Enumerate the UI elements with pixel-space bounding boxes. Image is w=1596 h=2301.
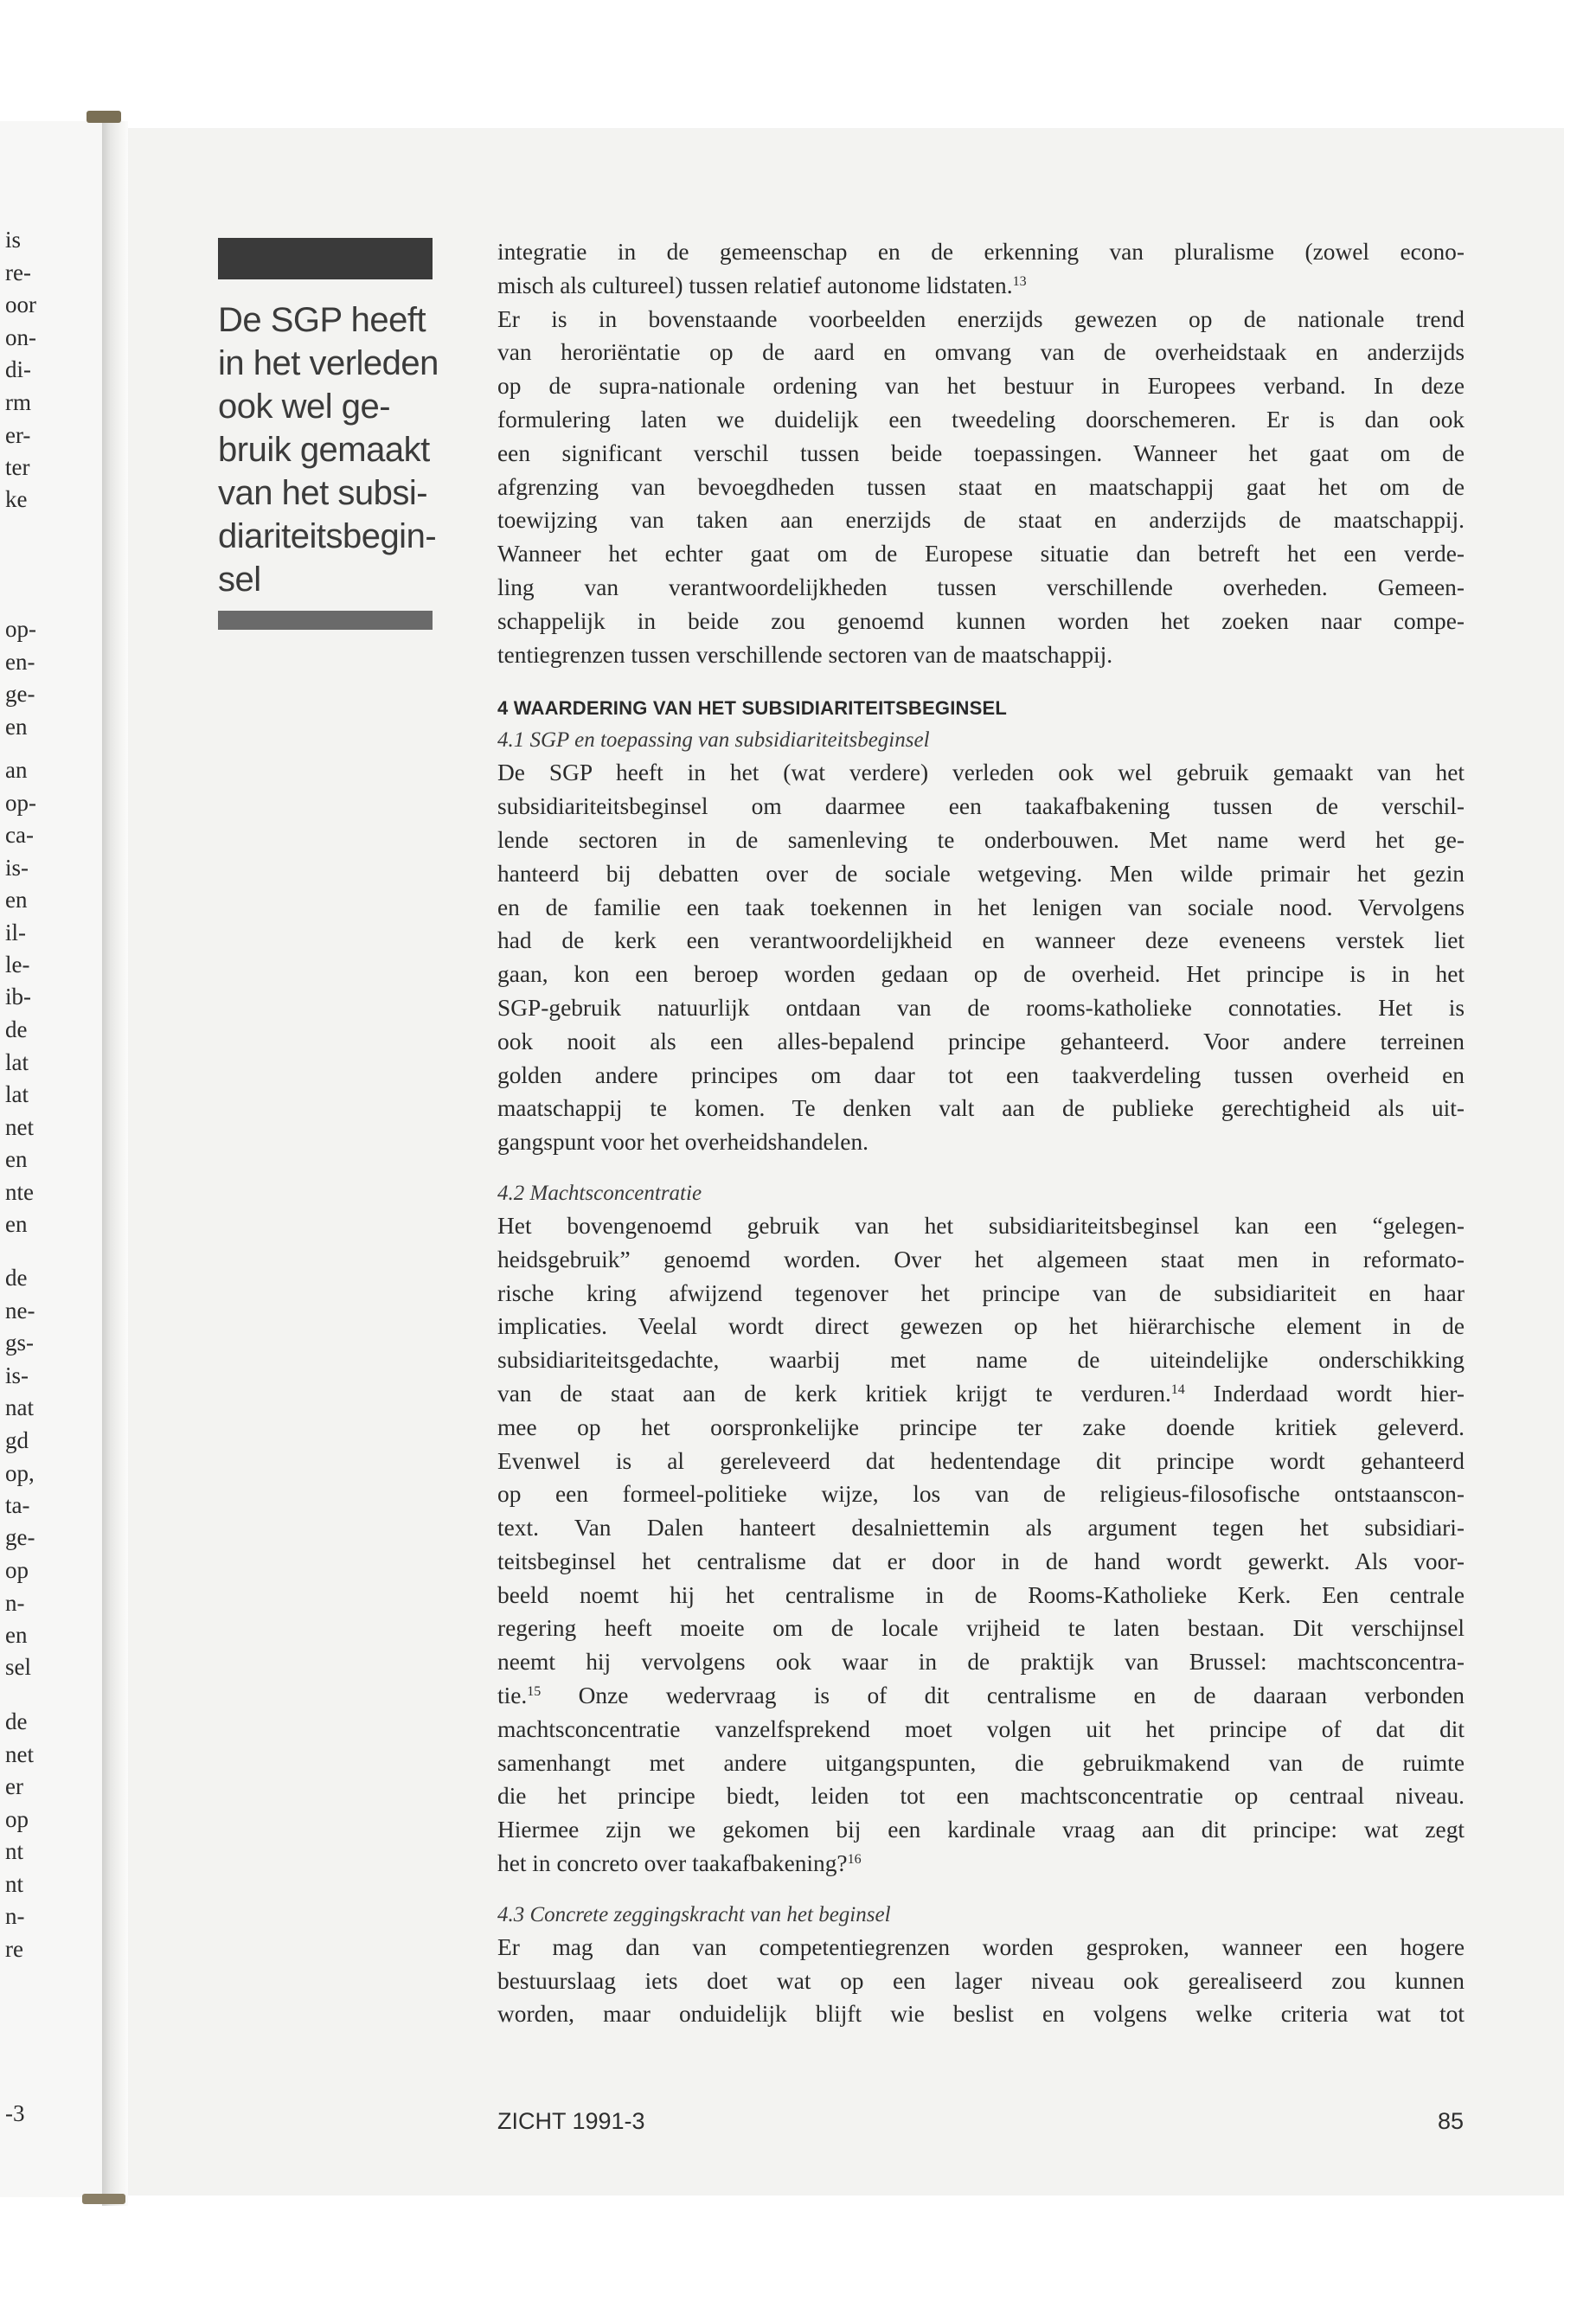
- previous-page-fragment: en-: [5, 649, 35, 675]
- previous-page-fragment: ne-: [5, 1298, 35, 1324]
- text-line: formulering laten we duidelijk een tweedeling doorschemeren. Er is dan ook: [497, 406, 1465, 433]
- text-line: misch als cultureel) tussen relatief autonome lidstaten.$^{13}$: [497, 272, 1027, 298]
- previous-page-fragment: di-: [5, 356, 31, 382]
- previous-page-fragment: on-: [5, 324, 36, 350]
- previous-page-fragment: en: [5, 887, 28, 913]
- previous-page-fragment: ge-: [5, 1524, 35, 1550]
- subsection-heading-4-3: 4.3 Concrete zeggingskracht van het beginsel: [497, 1902, 891, 1926]
- previous-page-fragment: de: [5, 1265, 28, 1291]
- previous-page-fragment: is-: [5, 855, 29, 881]
- article-column: [497, 235, 1465, 2031]
- pull-quote-bottom-bar: [218, 611, 433, 630]
- previous-page-fragment: nat: [5, 1394, 34, 1420]
- previous-page-fragment: -3: [5, 2100, 25, 2126]
- previous-page-fragment: ta-: [5, 1492, 30, 1518]
- text-line: beeld noemt hij het centralisme in de Rooms-Katholieke Kerk. Een centrale: [497, 1581, 1465, 1608]
- text-line: ling van verantwoordelijkheden tussen verschillende overheden. Gemeen-: [497, 574, 1465, 600]
- footnote-ref: 16: [847, 1852, 862, 1868]
- previous-page-fragment: ge-: [5, 681, 35, 707]
- previous-page-fragment: op: [5, 1806, 29, 1832]
- text-line: tentiegrenzen tussen verschillende sectoren van de maatschappij.: [497, 641, 1113, 668]
- text-line: Wanneer het echter gaat om de Europese situatie dan betreft het een verde-: [497, 541, 1465, 567]
- text-line: toewijzing van taken aan enerzijds de staat en anderzijds de maatschappij.: [497, 507, 1465, 534]
- previous-page-fragment: sel: [5, 1654, 31, 1680]
- book-spine: [102, 121, 128, 2206]
- text-line: subsidiariteitsgedachte, waarbij met name de uiteindelijke onderschikking: [497, 1347, 1465, 1374]
- text-line: van heroriëntatie op de aard en omvang van de overheidstaak en anderzijds: [497, 339, 1465, 366]
- previous-page-fragment: en: [5, 1622, 28, 1648]
- paragraph-zeggingskracht: [497, 1931, 1465, 2031]
- pull-quote: [218, 298, 443, 601]
- previous-page-fragment: de: [5, 1016, 28, 1042]
- text-line: Evenwel is al gereleveerd dat hedentendage dit principe wordt gehanteerd: [497, 1447, 1465, 1474]
- previous-page-fragment: op,: [5, 1460, 35, 1486]
- text-line: gangspunt voor het overheidshandelen.: [497, 1129, 869, 1156]
- text-line: een significant verschil tussen beide toepassingen. Wanneer het gaat om de: [497, 439, 1465, 466]
- text-line: op een formeel-politieke wijze, los van de religieus-filosofische ontstaanscon-: [497, 1481, 1465, 1508]
- previous-page-fragment: re: [5, 1936, 23, 1962]
- previous-page-fragment: ib-: [5, 984, 31, 1009]
- text-line: tie.$^{15}$ Onze wedervraag is of dit centralisme en de daaraan verbonden: [497, 1682, 1465, 1709]
- text-line: bestuurslaag iets doet wat op een lager niveau ook gerealiseerd zou kunnen: [497, 1967, 1465, 1994]
- previous-page-fragment: er: [5, 1773, 23, 1799]
- previous-page-fragment: lat: [5, 1081, 29, 1107]
- previous-page-fragment: net: [5, 1741, 34, 1767]
- pull-quote-line: De SGP heeft: [218, 301, 426, 339]
- footnote-ref: 15: [527, 1684, 542, 1700]
- text-line: teitsbeginsel het centralisme dat er door in de hand wordt gewerkt. Als voor-: [497, 1548, 1465, 1574]
- text-line: De SGP heeft in het (wat verdere) verleden ook wel gebruik gemaakt van het: [497, 760, 1465, 786]
- text-line: had de kerk een verantwoordelijkheid en wanneer deze eveneens verstek liet: [497, 927, 1465, 954]
- pull-quote-line: bruik gemaakt: [218, 431, 430, 469]
- previous-page-fragment: de: [5, 1708, 28, 1734]
- previous-page-fragment: ke: [5, 486, 28, 512]
- previous-page-fragment: nt: [5, 1838, 24, 1864]
- previous-page-fragment: n-: [5, 1590, 25, 1616]
- previous-page-fragment: op-: [5, 616, 36, 642]
- pull-quote-line: diariteitsbegin-: [218, 517, 437, 555]
- text-line: samenhangt met andere uitgangspunten, die gebruikmakend van de ruimte: [497, 1749, 1465, 1776]
- text-line: afgrenzing van bevoegdheden tussen staat en maatschappij gaat het om de: [497, 473, 1465, 500]
- text-line: SGP-gebruik natuurlijk ontdaan van de rooms-katholieke connotaties. Het is: [497, 994, 1465, 1021]
- text-line: lende sectoren in de samenleving te onderbouwen. Met name werd het ge-: [497, 826, 1465, 853]
- text-line: Hiermee zijn we gekomen bij een kardinale vraag aan dit principe: wat zegt: [497, 1817, 1465, 1843]
- text-line: maatschappij te komen. Te denken valt aan de publieke gerechtigheid als uit-: [497, 1095, 1465, 1122]
- text-line: subsidiariteitsbeginsel om daarmee een taakafbakening tussen de verschil-: [497, 793, 1465, 820]
- previous-page-fragment: gd: [5, 1427, 29, 1453]
- previous-page-fragment: oor: [5, 292, 36, 317]
- text-line: implicaties. Veelal wordt direct gewezen op het hiërarchische element in de: [497, 1313, 1465, 1340]
- previous-page-fragment: rm: [5, 389, 31, 415]
- text-line: mee op het oorspronkelijke principe ter zake doende kritiek geleverd.: [497, 1413, 1465, 1440]
- paragraph-trend: [497, 303, 1465, 672]
- previous-page-fragment: le-: [5, 952, 30, 977]
- text-line: integratie in de gemeenschap en de erkenning van pluralisme (zowel econo-: [497, 239, 1465, 265]
- pull-quote-line: ook wel ge-: [218, 388, 391, 426]
- previous-page-fragment: ter: [5, 454, 30, 480]
- text-line: van de staat aan de kerk kritiek krijgt te verduren.$^{14}$ Inderdaad wordt hier-: [497, 1380, 1465, 1407]
- text-line: Er mag dan van competentiegrenzen worden gesproken, wanneer een hogere: [497, 1933, 1465, 1960]
- previous-page-fragment: er-: [5, 422, 31, 448]
- paragraph-machtsconcentratie: [497, 1209, 1465, 1881]
- text-line: Er is in bovenstaande voorbeelden enerzijds gewezen op de nationale trend: [497, 305, 1465, 332]
- paragraph-sgp-usage: [497, 756, 1465, 1159]
- text-line: Het bovengenoemd gebruik van het subsidiariteitsbeginsel kan een “gelegen-: [497, 1212, 1465, 1239]
- pull-quote-line: in het verleden: [218, 344, 439, 382]
- previous-page-fragment: ca-: [5, 822, 34, 848]
- previous-page-fragment: lat: [5, 1049, 29, 1075]
- intro-paragraph: [497, 235, 1465, 303]
- previous-page-fragment: op-: [5, 790, 36, 816]
- text-line: die het principe biedt, leiden tot een machtsconcentratie op centraal niveau.: [497, 1783, 1465, 1810]
- text-line: heidsgebruik” genoemd worden. Over het algemeen staat men in reformato-: [497, 1246, 1465, 1272]
- subsection-heading-4-2: 4.2 Machtsconcentratie: [497, 1181, 702, 1205]
- text-line: ook nooit als een alles-bepalend principe gehanteerd. Voor andere terreinen: [497, 1028, 1465, 1054]
- text-line: regering heeft moeite om de locale vrijheid te laten bestaan. Dit verschijnsel: [497, 1615, 1465, 1642]
- text-line: hanteerd bij debatten over de sociale wetgeving. Men wilde primair het gezin: [497, 860, 1465, 887]
- text-line: schappelijk in beide zou genoemd kunnen worden het zoeken naar compe-: [497, 607, 1465, 634]
- pull-quote-line: van het subsi-: [218, 474, 428, 512]
- subsection-heading-4-1: 4.1 SGP en toepassing van subsidiariteitsbeginsel: [497, 728, 930, 753]
- previous-page-fragment: il-: [5, 920, 26, 945]
- previous-page-fragment: nt: [5, 1871, 24, 1897]
- binding-mark-top: [87, 111, 121, 123]
- previous-page-fragment: gs-: [5, 1330, 34, 1356]
- text-line: en de familie een taak toekennen in het lenigen van sociale nood. Vervolgens: [497, 894, 1465, 920]
- previous-page-fragment: is-: [5, 1362, 29, 1388]
- text-line: worden, maar onduidelijk blijft wie beslist en volgens welke criteria wat tot: [497, 2001, 1465, 2028]
- previous-page-fragment: op: [5, 1557, 29, 1583]
- previous-page-fragment: is: [5, 227, 22, 253]
- previous-page-fragment: nte: [5, 1179, 34, 1205]
- footnote-ref: 13: [1012, 273, 1027, 289]
- page-number: 85: [1438, 2108, 1465, 2134]
- previous-page-fragment: en: [5, 1211, 28, 1237]
- binding-mark-bottom: [82, 2194, 125, 2204]
- previous-page-fragment: an: [5, 757, 28, 783]
- pull-quote-line: sel: [218, 561, 261, 599]
- footnote-ref: 14: [1170, 1381, 1185, 1397]
- previous-page-fragment: re-: [5, 260, 31, 285]
- journal-footer: ZICHT 1991-3: [497, 2108, 645, 2134]
- pull-quote-top-bar: [218, 238, 433, 279]
- text-line: machtsconcentratie vanzelfsprekend moet volgen uit het principe of dat dit: [497, 1715, 1465, 1742]
- text-line: neemt hij vervolgens ook waar in de praktijk van Brussel: machtsconcentra-: [497, 1649, 1465, 1676]
- text-line: text. Van Dalen hanteert desalniettemin als argument tegen het subsidiari-: [497, 1515, 1465, 1541]
- text-line: gaan, kon een beroep worden gedaan op de overheid. Het principe is in het: [497, 961, 1465, 988]
- text-line: het in concreto over taakafbakening?$^{16}$: [497, 1850, 862, 1877]
- previous-page-fragment: n-: [5, 1903, 25, 1929]
- text-line: op de supra-nationale ordening van het bestuur in Europees verband. In deze: [497, 373, 1465, 400]
- text-line: rische kring afwijzend tegenover het principe van de subsidiariteit en haar: [497, 1279, 1465, 1306]
- previous-page-fragment: net: [5, 1114, 34, 1140]
- previous-page-fragment: en: [5, 1146, 28, 1172]
- previous-page-fragment: en: [5, 714, 28, 740]
- section-heading: 4 WAARDERING VAN HET SUBSIDIARITEITSBEGINSEL: [497, 697, 1007, 720]
- text-line: golden andere principes om daar tot een taakverdeling tussen overheid en: [497, 1061, 1465, 1088]
